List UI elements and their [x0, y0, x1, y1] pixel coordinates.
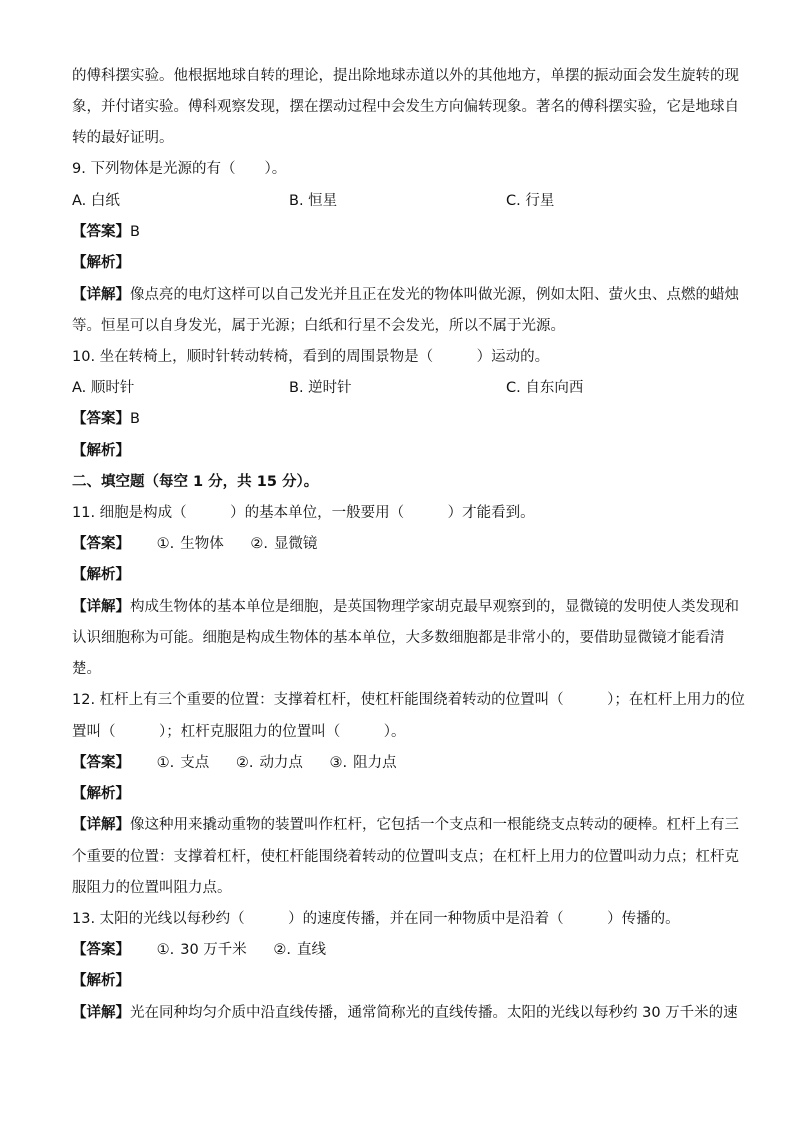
q9-answer	[72, 222, 140, 242]
answer-item-2	[250, 534, 317, 554]
answer-item-2	[236, 753, 303, 773]
q10-option-a: A. 顺时针	[72, 380, 135, 396]
q10-answer	[72, 409, 140, 429]
q12-stem-line-1: 12. 杠杆上有三个重要的位置：支撑着杠杆，使杠杆能围绕着转动的位置叫（ ）；在杠杆上用力的位	[72, 692, 745, 708]
detail-text: 像点亮的电灯这样可以自己发光并且正在发光的物体叫做光源，例如太阳、萤火虫、点燃的蜡烛	[130, 287, 739, 303]
q11-stem: 11. 细胞是构成（ ）的基本单位，一般要用（ ）才能看到。	[72, 505, 535, 521]
q13-answer	[72, 940, 326, 960]
q11-detail-line-3: 楚。	[72, 661, 101, 677]
q12-stem-line-2: 置叫（ ）；杠杆克服阻力的位置叫（ ）。	[72, 724, 406, 740]
answer-value: 动力点	[259, 755, 303, 771]
answer-item-2	[273, 940, 326, 960]
answer-value: B	[130, 411, 140, 427]
analysis-tag: 【解析】	[72, 567, 130, 583]
answer-tag: 【答案】	[72, 224, 130, 240]
answer-value: 显微镜	[273, 536, 318, 552]
q12-analysis	[72, 784, 130, 804]
q9-option-b: B. 恒星	[289, 193, 338, 209]
blank-number: ②.	[235, 755, 254, 771]
q11-analysis	[72, 565, 130, 585]
q9-detail-line-2: 等。恒星可以自身发光，属于光源；白纸和行星不会发光，所以不属于光源。	[72, 318, 565, 334]
answer-tag: 【答案】	[72, 755, 130, 771]
q11-detail-line-1	[72, 597, 739, 617]
blank-number: ②.	[250, 536, 268, 552]
q12-detail-line-2: 个重要的位置：支撑着杠杆，使杠杆能围绕着转动的位置叫支点；在杠杆上用力的位置叫动力点；杠杆克	[72, 849, 739, 865]
q9-option-c: C. 行星	[506, 193, 555, 209]
intro-line-3: 转的最好证明。	[72, 130, 174, 146]
q9-option-a: A. 白纸	[72, 193, 120, 209]
blank-number: ②.	[273, 942, 291, 958]
blank-number: ①.	[156, 536, 175, 552]
blank-number: ①.	[156, 942, 175, 958]
answer-value: B	[130, 224, 140, 240]
intro-line-2: 象，并付诸实验。傅科观察发现，摆在摆动过程中会发生方向偏转现象。著名的傅科摆实验，它是地球自	[72, 99, 739, 115]
q13-stem: 13. 太阳的光线以每秒约（ ）的速度传播，并在同一种物质中是沿着（ ）传播的。	[72, 911, 680, 927]
q12-detail-line-1	[72, 815, 739, 835]
answer-tag: 【答案】	[72, 942, 130, 958]
q10-stem: 10. 坐在转椅上，顺时针转动转椅，看到的周围景物是（ ）运动的。	[72, 349, 550, 365]
answer-value: 直线	[297, 942, 326, 958]
analysis-tag: 【解析】	[72, 786, 130, 802]
answer-item-1	[157, 753, 210, 773]
q10-option-b: B. 逆时针	[289, 380, 352, 396]
q9-stem: 9. 下列物体是光源的有（ ）。	[72, 161, 287, 177]
q11-answer	[72, 534, 317, 554]
answer-value: 支点	[180, 755, 210, 771]
q9-analysis	[72, 253, 130, 273]
analysis-tag: 【解析】	[72, 443, 130, 459]
q10-option-c: C. 自东向西	[506, 380, 584, 396]
answer-value: 生物体	[180, 536, 224, 552]
answer-value: 阻力点	[353, 755, 397, 771]
answer-item-1	[157, 940, 247, 960]
blank-number: ①.	[156, 755, 175, 771]
analysis-tag: 【解析】	[72, 973, 130, 989]
intro-line-1: 的傅科摆实验。他根据地球自转的理论，提出除地球赤道以外的其他地方，单摆的振动面会发生旋转的现	[72, 68, 739, 84]
q11-detail-line-2: 认识细胞称为可能。细胞是构成生物体的基本单位，大多数细胞都是非常小的，要借助显微镜才能看清	[72, 630, 725, 646]
answer-item-1	[157, 534, 224, 554]
detail-text: 光在同种均匀介质中沿直线传播，通常简称光的直线传播。太阳的光线以每秒约 30 万千米的速	[130, 1005, 738, 1021]
q13-detail-line-1	[72, 1003, 738, 1023]
answer-tag: 【答案】	[72, 536, 130, 552]
q13-analysis	[72, 971, 130, 991]
answer-item-3	[330, 753, 397, 773]
answer-value: 30 万千米	[180, 942, 247, 958]
detail-tag: 【详解】	[72, 1005, 130, 1021]
detail-tag: 【详解】	[72, 287, 130, 303]
detail-text: 构成生物体的基本单位是细胞，是英国物理学家胡克最早观察到的，显微镜的发明使人类发现和	[130, 599, 739, 615]
answer-tag: 【答案】	[72, 411, 130, 427]
q10-analysis	[72, 441, 130, 461]
q12-answer	[72, 753, 397, 773]
detail-text: 像这种用来撬动重物的装置叫作杠杆，它包括一个支点和一根能绕支点转动的硬棒。杠杆上有三	[130, 817, 739, 833]
detail-tag: 【详解】	[72, 817, 130, 833]
q12-detail-line-3: 服阻力的位置叫阻力点。	[72, 880, 232, 896]
q9-detail-line-1	[72, 285, 739, 305]
section-heading: 二、填空题（每空 1 分，共 15 分）。	[72, 474, 319, 490]
detail-tag: 【详解】	[72, 599, 130, 615]
blank-number: ③.	[329, 755, 348, 771]
analysis-tag: 【解析】	[72, 255, 130, 271]
